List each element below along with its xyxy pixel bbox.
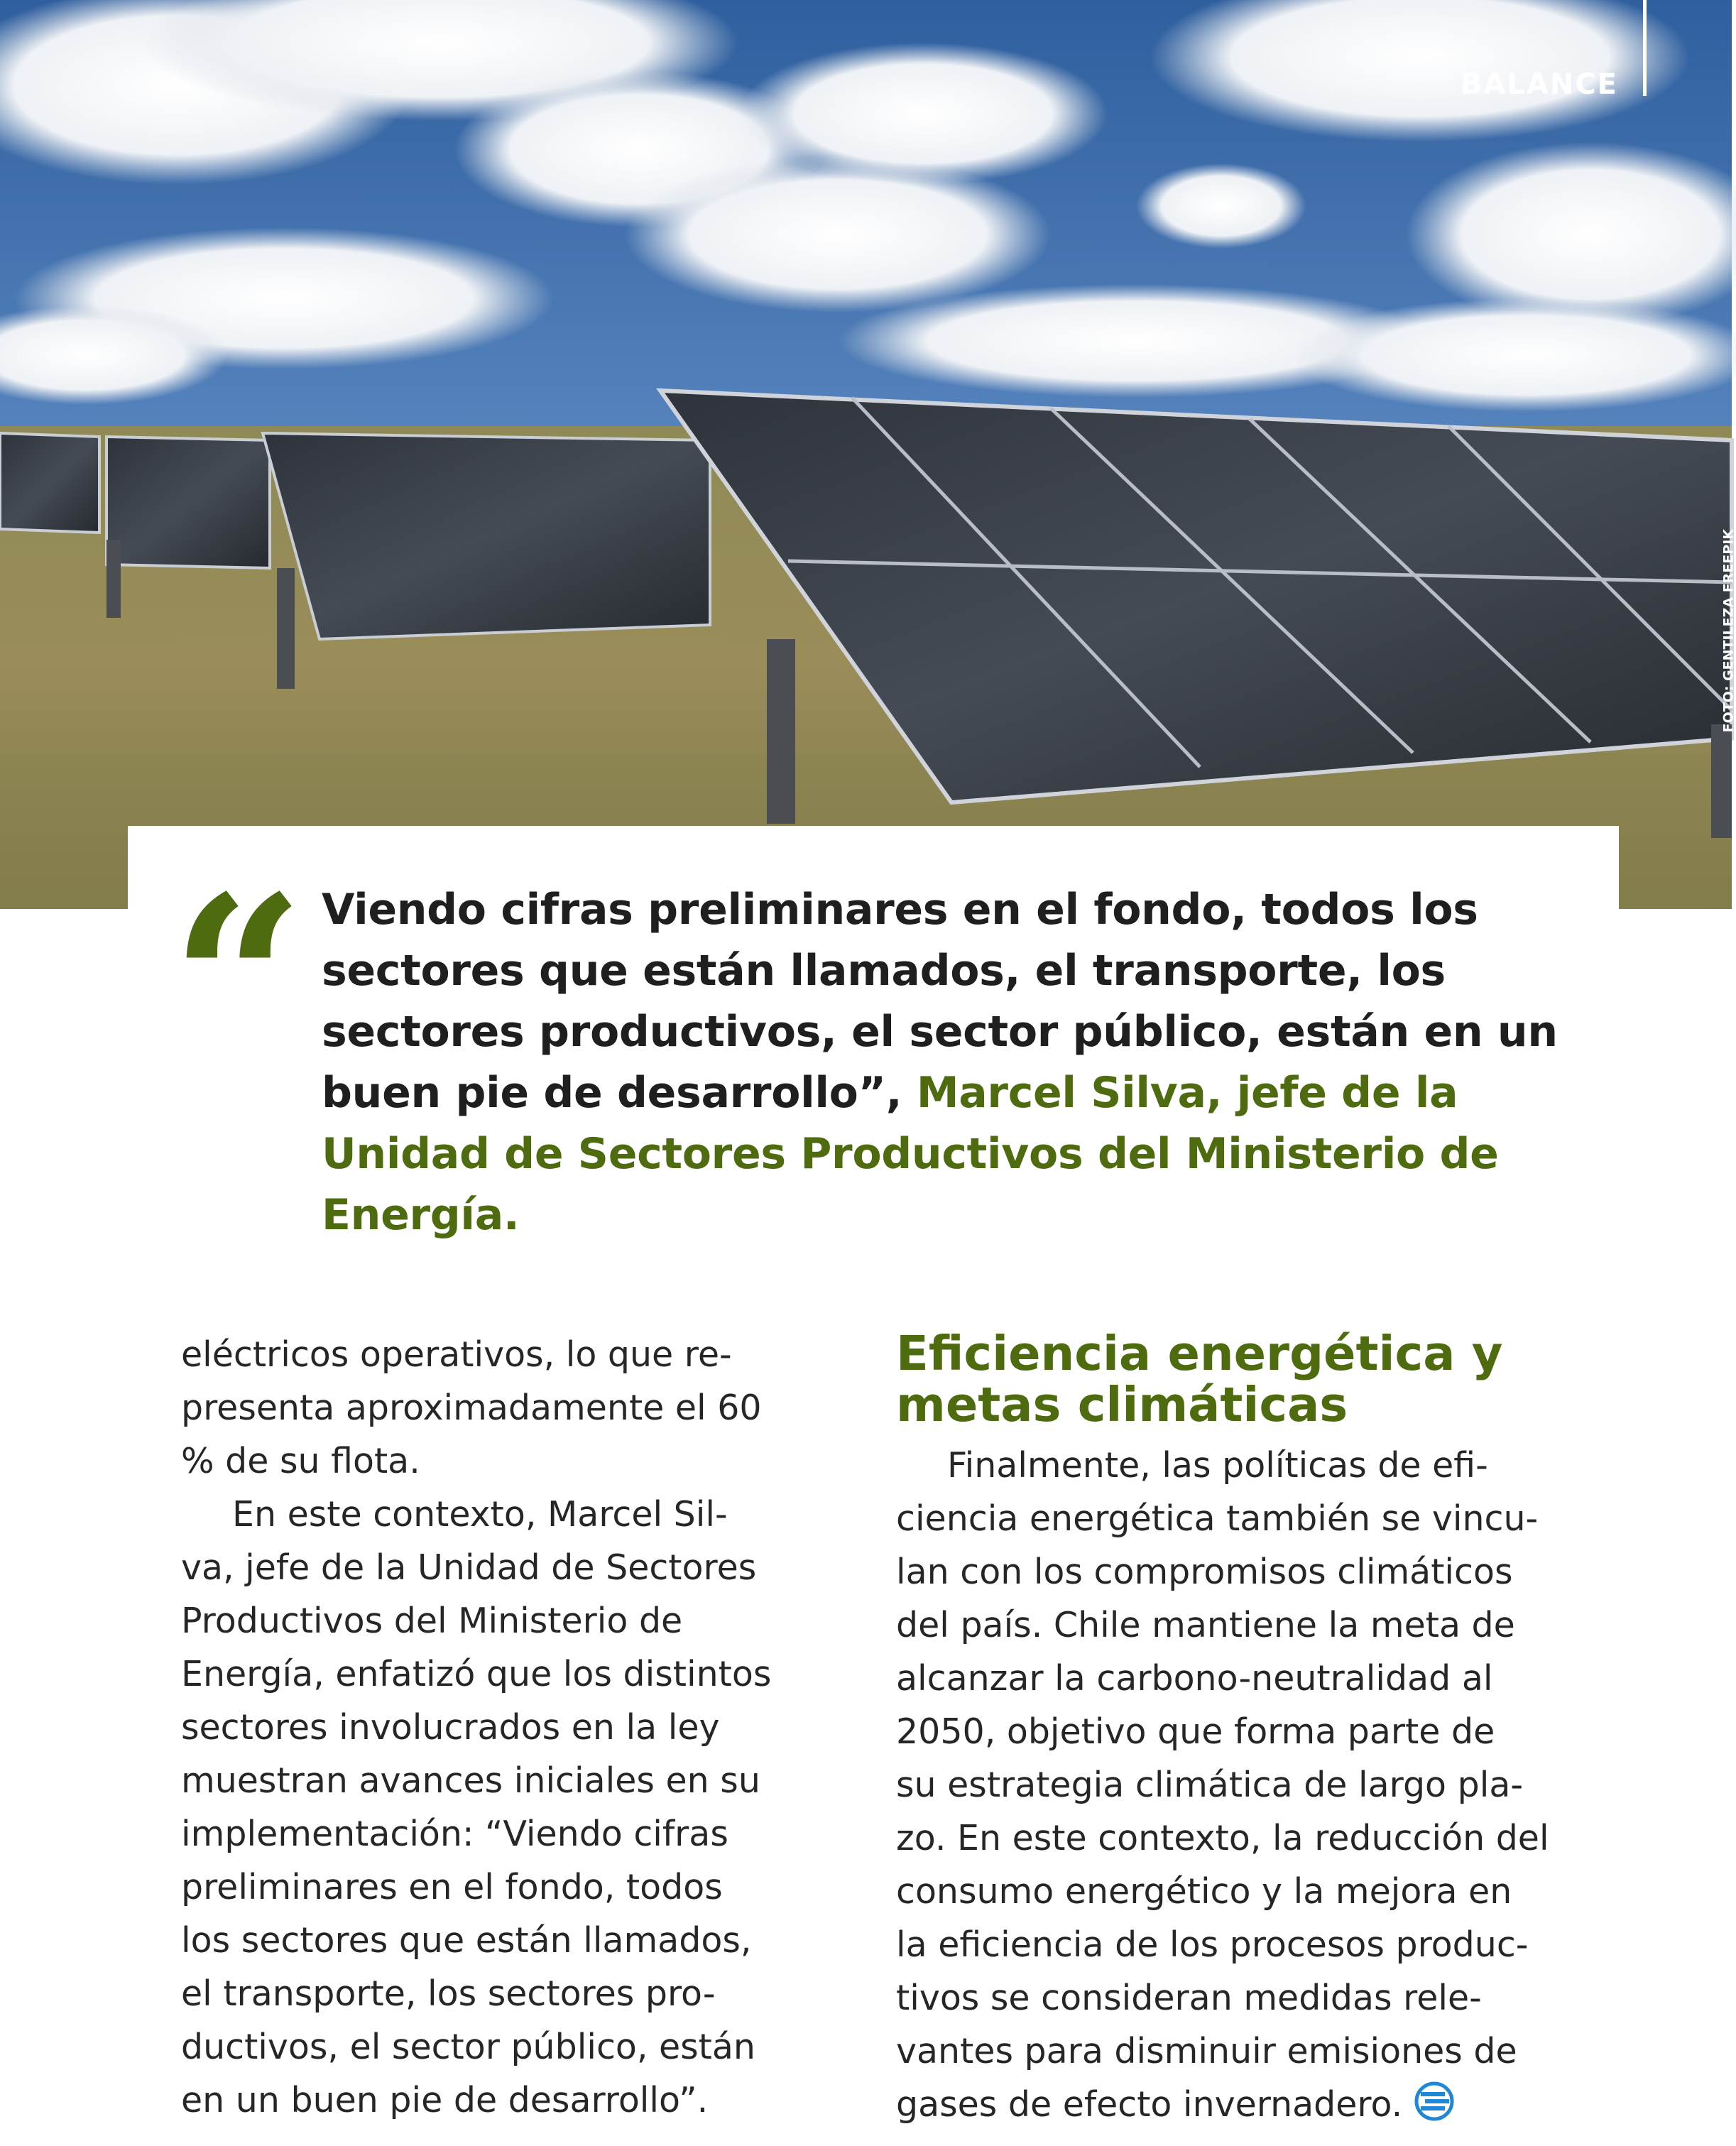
text-line: presenta aproximadamente el 60 [181,1388,762,1428]
text-line: ductivos, el sector público, están [181,2027,755,2067]
text-line: Productivos del Ministerio de [181,1601,683,1641]
quote-attribution: Marcel Silva, jefe de la Unidad de Sectores Productivos del Ministerio de Energía. [322,1068,1499,1240]
text-line: vantes para disminuir emisiones de [896,2031,1517,2071]
left-column [181,1328,841,2127]
quote-mark-icon: “ [170,844,305,1120]
text-line: sectores involucrados en la ley [181,1707,720,1748]
paragraph [181,1328,841,1488]
text-line: la eficiencia de los procesos produc- [896,1924,1529,1965]
photo-credit: FOTO: GENTILEZA FREEPIK [1720,529,1736,733]
text-line: del país. Chile mantiene la meta de [896,1605,1515,1645]
text-line: implementación: “Viendo cifras [181,1814,728,1854]
text-line: 2050, objetivo que forma parte de [896,1711,1495,1752]
text-line: eléctricos operativos, lo que re- [181,1334,732,1375]
quote-body: Viendo cifras preliminares en el fondo, todos los sectores que están llamados, el transporte, los sectores productivos, el sector público, están en un buen pie de desarrollo”, [322,885,1558,1118]
text-line: Energía, enfatizó que los distintos [181,1654,772,1694]
pull-quote [128,826,1619,1240]
text-line: los sectores que están llamados, [181,1920,752,1961]
text-line: preliminares en el fondo, todos [181,1867,723,1907]
last-line-text: gases de efecto invernadero. [896,2084,1403,2125]
section-label: BALANCE [1460,68,1618,101]
text-line: muestran avances iniciales en su [181,1760,760,1801]
text-line: el transporte, los sectores pro- [181,1973,716,2014]
text-line: zo. En este contexto, la reducción del [896,1818,1549,1858]
text-line: va, jefe de la Unidad de Sectores [181,1547,757,1588]
text-line: alcanzar la carbono-neutralidad al [896,1658,1493,1699]
hero-photo [0,0,1732,909]
text-line [896,2078,1599,2135]
end-of-article-icon [1415,2082,1453,2135]
paragraph [181,1488,841,2127]
section-rule [1643,0,1647,96]
text-line: ciencia energética también se vincu- [896,1498,1539,1539]
text-line: % de su flota. [181,1441,420,1481]
heading-line: metas climáticas [896,1377,1348,1432]
text-line: consumo energético y la mejora en [896,1871,1512,1912]
section-heading [896,1328,1599,1430]
text-line: su estrategia climática de largo pla- [896,1765,1524,1805]
text-line: en un buen pie de desarrollo”. [181,2080,709,2120]
paragraph [896,1439,1599,2135]
text-line: lan con los compromisos climáticos [896,1552,1513,1592]
text-line: En este contexto, Marcel Sil- [232,1494,728,1535]
quote-text [322,879,1593,1246]
heading-line: Eficiencia energética y [896,1326,1503,1381]
text-line: tivos se consideran medidas rele- [896,1978,1482,2018]
text-line: Finalmente, las políticas de efi- [947,1445,1488,1486]
right-column [896,1328,1599,2135]
